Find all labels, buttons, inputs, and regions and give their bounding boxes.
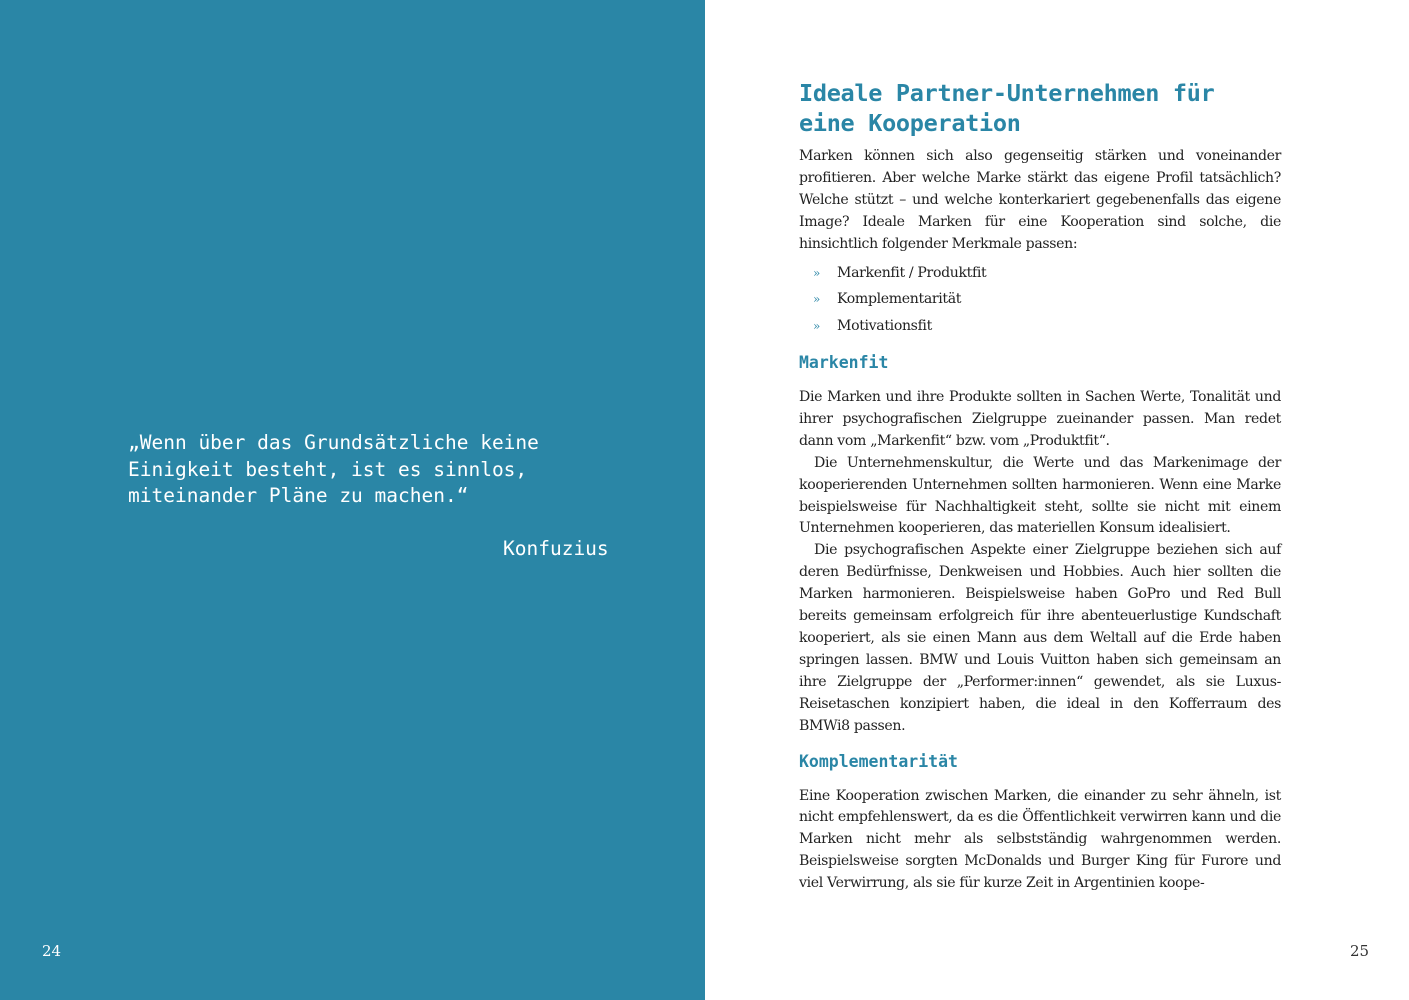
page-heading: Ideale Partner-Unternehmen für eine Kooperation [799,79,1215,137]
intro-paragraph: Marken können sich also gegenseitig stärken und voneinander profitieren. Aber welche Marke stärkt das eigene Profil tatsächlich? Welche stützt – und welche konterkariert gegebenenfalls das eigene Image? Ideale Marken für eine Kooperation sind solche, die hinsichtlich folgender Merkmale passen: [799,148,1281,252]
list-item [799,286,1281,313]
paragraph: Die Marken und ihre Produkte sollten in Sachen Werte, Tonalität und ihrer psychografischen Zielgruppe zueinander passen. Man redet dann vom „Markenfit“ bzw. vom „Produktfit“. [799,389,1281,449]
list-item-label: Komplementarität [837,291,962,308]
paragraph: Die Unternehmenskultur, die Werte und das Markenimage der kooperierenden Unternehmen sollten harmonieren. Wenn eine Marke beispielsweise für Nachhaltigkeit steht, sollte sie nicht mit einem Unternehmen kooperieren, das materiellen Konsum idealisiert. [799,454,1281,537]
page-number-left: 24 [42,942,62,960]
quote-author: Konfuzius [503,537,609,560]
bullet-marker: » [813,265,820,280]
section-heading-markenfit: Markenfit [799,353,889,373]
bullet-marker: » [813,318,820,333]
list-item [799,313,1281,340]
criteria-list [799,260,1281,340]
section-heading-komplementaritaet: Komplementarität [799,751,958,771]
bullet-marker: » [813,292,820,307]
list-item-label: Markenfit / Produktfit [837,264,987,281]
list-item-label: Motivationsfit [837,317,932,334]
quote [128,430,628,510]
quote-line: „Wenn über das Grundsätzliche keine [128,431,539,454]
paragraph: Die psychografischen Aspekte einer Zielgruppe beziehen sich auf deren Bedürfnisse, Denkweisen und Hobbies. Auch hier sollten die Marken harmonieren. Beispielsweise haben GoPro und Red Bull bereits gemeinsam erfolgreich für ihre abenteuerlustige Kundschaft kooperiert, als sie einen Mann aus dem Weltall auf die Erde haben springen lassen. BMW und Louis Vuitton haben sich gemeinsam an ihre Zielgruppe der „Performer:innen“ gewendet, als sie Luxus-Reisetaschen konzipiert haben, die ideal in den Kofferraum des BMWi8 passen. [799,542,1281,734]
paragraph: Eine Kooperation zwischen Marken, die einander zu sehr ähneln, ist nicht empfehlenswert, da es die Öffentlichkeit verwirren kann und die Marken nicht mehr als selbstständig wahrgenommen werden. Beispielsweise sorgten McDonalds und Burger King für Furore und viel Verwirrung, als sie für kurze Zeit in Argentinien koope- [799,787,1281,892]
quote-line: miteinander Pläne zu machen.“ [128,484,469,507]
right-page [799,78,1281,895]
page-number-right: 25 [1350,942,1370,960]
quote-line: Einigkeit besteht, ist es sinnlos, [128,457,528,481]
list-item [799,260,1281,287]
